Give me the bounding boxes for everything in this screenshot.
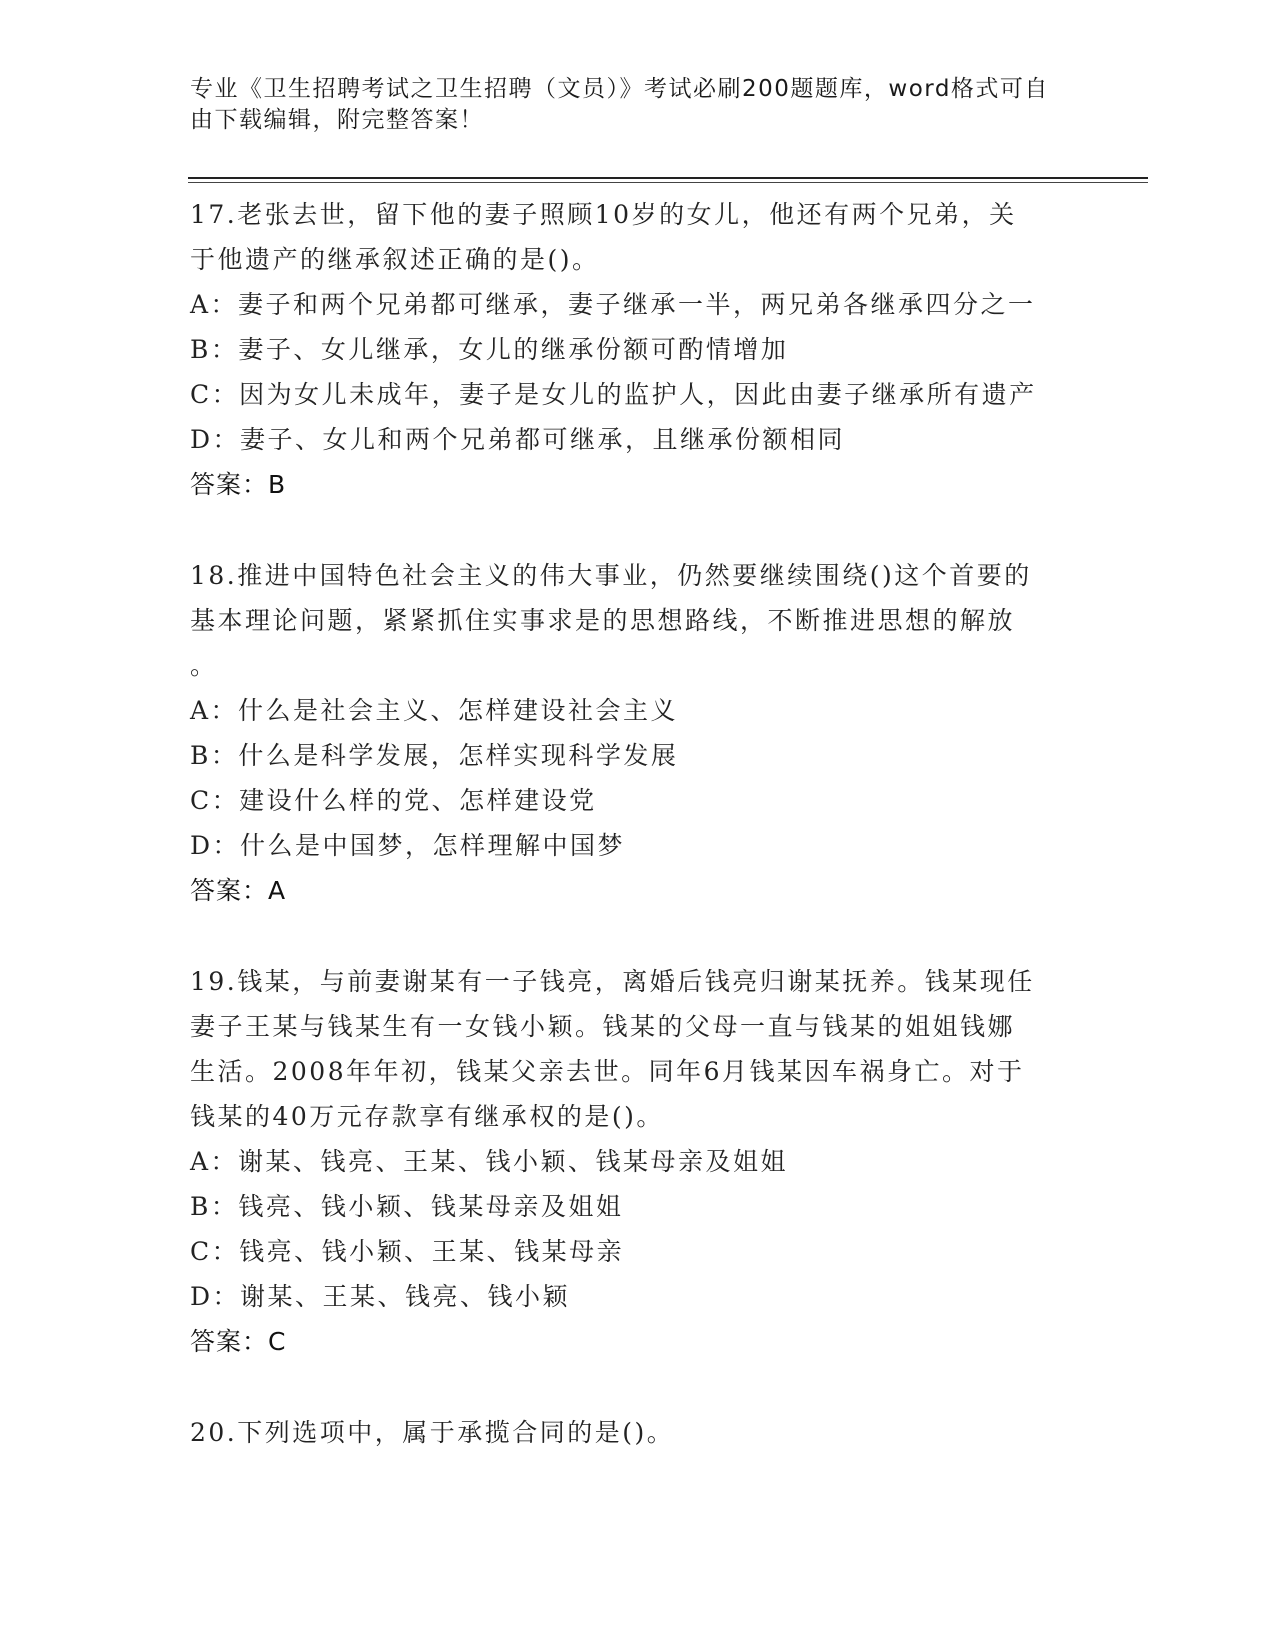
question-17	[190, 192, 1080, 507]
answer-label: 答案：B	[190, 470, 287, 499]
option-c: C：钱亮、钱小颖、王某、钱某母亲	[190, 1237, 625, 1266]
question-text-line: 。	[190, 651, 218, 680]
option-a: A：妻子和两个兄弟都可继承，妻子继承一半，两兄弟各继承四分之一	[190, 290, 1036, 319]
question-spacer	[190, 1364, 1080, 1410]
question-18	[190, 553, 1080, 913]
option-c: C：因为女儿未成年，妻子是女儿的监护人，因此由妻子继承所有遗产	[190, 380, 1037, 409]
option-b: B：钱亮、钱小颖、钱某母亲及姐姐	[190, 1192, 624, 1221]
document-header	[190, 74, 1070, 136]
question-text-line: 18.推进中国特色社会主义的伟大事业，仍然要继续围绕()这个首要的	[190, 561, 1032, 590]
option-d: D：妻子、女儿和两个兄弟都可继承，且继承份额相同	[190, 425, 846, 454]
header-divider-thick	[188, 177, 1148, 179]
question-20	[190, 1410, 1080, 1455]
header-line-1: 专业《卫生招聘考试之卫生招聘（文员）》考试必刷200题题库，word格式可自	[190, 76, 1049, 102]
question-text-line: 于他遗产的继承叙述正确的是()。	[190, 245, 600, 274]
option-a: A：什么是社会主义、怎样建设社会主义	[190, 696, 679, 725]
option-d: D：谢某、王某、钱亮、钱小颖	[190, 1282, 571, 1311]
option-c: C：建设什么样的党、怎样建设党	[190, 786, 597, 815]
question-list	[190, 192, 1080, 1455]
option-a: A：谢某、钱亮、王某、钱小颖、钱某母亲及姐姐	[190, 1147, 789, 1176]
option-b: B：什么是科学发展，怎样实现科学发展	[190, 741, 679, 770]
question-text-line: 17.老张去世，留下他的妻子照顾10岁的女儿，他还有两个兄弟，关	[190, 200, 1017, 229]
option-d: D：什么是中国梦，怎样理解中国梦	[190, 831, 626, 860]
header-divider-thin	[188, 182, 1148, 183]
question-spacer	[190, 913, 1080, 959]
answer-label: 答案：C	[190, 1327, 287, 1356]
question-text-line: 基本理论问题，紧紧抓住实事求是的思想路线，不断推进思想的解放	[190, 606, 1016, 635]
answer-label: 答案：A	[190, 876, 287, 905]
header-line-2: 由下载编辑，附完整答案！	[190, 107, 484, 133]
question-text-line: 生活。2008年年初，钱某父亲去世。同年6月钱某因车祸身亡。对于	[190, 1057, 1025, 1086]
question-text-line: 钱某的40万元存款享有继承权的是()。	[190, 1102, 664, 1131]
question-19	[190, 959, 1080, 1364]
question-spacer	[190, 507, 1080, 553]
question-text-line: 19.钱某，与前妻谢某有一子钱亮，离婚后钱亮归谢某抚养。钱某现任	[190, 967, 1035, 996]
question-text-line: 妻子王某与钱某生有一女钱小颖。钱某的父母一直与钱某的姐姐钱娜	[190, 1012, 1016, 1041]
question-text-line: 20.下列选项中，属于承揽合同的是()。	[190, 1418, 675, 1447]
option-b: B：妻子、女儿继承，女儿的继承份额可酌情增加	[190, 335, 789, 364]
